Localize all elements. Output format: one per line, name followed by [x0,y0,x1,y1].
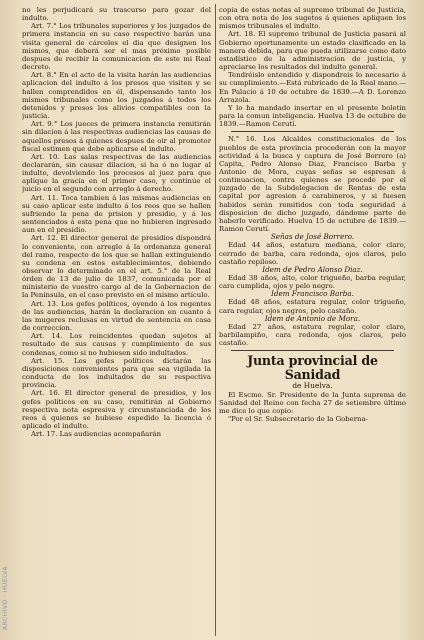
signs-diaz: Edad 38 años, alto, color trigueño, barba regular, cara cumplida, ojos y pelo negro. [219,274,406,291]
paragraph: copia de estas notas al supremo tribunal de Justicia, con otra nota de los sugetos á quienes apliquen los mismos tribunales el indulto. [219,6,406,31]
article-14: Art. 14. Los reincidentes quedan sujetos al resultado de sus causas y cumplimiento de sus condenas, como si no hubiesen sido indultados. [22,332,211,357]
article-13: Art. 13. Los gefes políticos, oyendo á los regentes de las audiencias, harán la declaracion en cuanto á las mugeres reclusas en virtud de sentencia en casa de correccion. [22,299,211,333]
article-8: Art. 8.° En el acto de la visita harán las audiencias aplicacion del indulto á los presos que visiten y se hallen comprendidos en él, dispensando tanto los mismos tribunales como los juzgados á todos los detenidos y presos los alivios compatibles con la justicia. [22,71,211,121]
article-7: Art. 7.° Los tribunales superiores y los juzgados de primera instancia en su caso respectivo harán una visita general de cárceles el dia que designen los mismos, que deberá ser el mas próximo posible despues de recibir la comunicacion de este mi Real decreto. [22,22,211,72]
left-column [22,6,211,636]
insertion-note: Y lo ha mandado insertar en el presente boletin para la comun inteligencia. Huelva 13 de octubre de 1839.—Ramon Cerutí. [219,103,406,129]
section-heading: Junta provincial de Sanidad [247,353,378,383]
signs-barba: Edad 48 años, estatura regular, color trigueño, cara regular, ojos negros, pelo castaño. [219,298,406,315]
archive-stamp: ARCHIVO · HUELVA [2,565,9,630]
article-18: Art. 18. El supremo tribunal de Justicia pasará al Gobierno oportunamente un estado clasificado en la manera debida, para que pueda utilizarse como dato estadístico de la administracion de justicia, y apreciarse los resultados del indulto general. [219,30,406,72]
article-15: Art. 15. Los gefes políticos dictarán las disposiciones convenientes para que sea vigilada la conducta de los indultados de su respectiva provincia. [22,356,211,390]
right-column [219,6,406,636]
paragraph: no les perjudicará su trascurso para gozar del indulto. [22,6,211,23]
signs-title: Señas de José Borrero. [270,232,355,242]
column-divider [215,4,216,636]
section-subheading: de Huelva. [292,381,333,391]
divider [231,131,394,132]
article-17: Art. 17. Las audiencias acompañarán [31,430,162,439]
divider [231,350,394,351]
notice-16: N.° 16. Los Alcaldes constitucionales de los pueblos de esta provincia procederán con la mayor actividad á la busca y captura de José Borrero (a) Capita, Pedro Alonso Diaz, Francisco Barba y Antonio de Mora, cuyas señas se espresan á continuacion, contra quienes se procede por el juzgado de la Subdelegacion de Rentas de esta capital por agresion á carabineros, y si fuesen habidos serán remitidos con toda seguridad á disposicion de dicho juzgado, dándome parte de haberlo verificado. Huelva 15 de octubre de 1839.—Ramon Cerutí. [219,135,406,234]
signs-mora-title: Idem de Antonio de Mora. [264,313,361,323]
signs-diaz-title: Idem de Pedro Alonso Diaz. [262,264,363,274]
signs-borrero: Edad 44 años, estatura mediana, color claro, cerrado de barba, cara redonda, ojos claros, pelo castaño repiloso. [219,241,406,266]
signs-mora: Edad 27 años, estatura regular, color claro, barbilampiño, cara redonda, ojos claros, pelo castaño. [219,322,406,348]
decree-closing: Tendréislo entendido y dispondreis lo necesario á su cumplimiento.—Está rubricado de la Real mano.—En Palacio á 10 de octubre de 1839.—A D. Lorenzo Arrazola. [219,71,406,104]
article-16: Art. 16. El director general de presidios, y los gefes políticos en su caso, remitirán al Gobierno respectiva nota espresiva y circunstanciada de los reos á quienes se hubiese espedido la licencia ó aplicado el indulto. [22,389,211,430]
signs-barba-title: Idem Francisco Barba. [271,289,354,299]
article-12: Art. 12. El director general de presidios dispondrá lo conveniente, con arreglo á la ordenanza general del ramo, respecto de los que se hallan extinguiendo su condena en estos establecimientos, debiendo observar lo determinado en el art. 5.° de la Real órden de 13 de julio de 1837, comunicada por el ministerio de vuestro cargo al de la Gobernacion de la Península, en el caso previsto en el mismo artículo. [22,234,211,300]
article-10: Art. 10. Las salas respectivas de las audiencias declararán, sin causar dilacion, si ha ó no lugar al indulto, devolviendo los procesos al juez para que aplique la gracia en el primer caso, y continúe el juicio en el segundo con arreglo á derecho. [22,152,211,194]
article-9: Art. 9.° Los jueces de primera instancia remitirán sin dilacion á las respectivas audiencias las causas de aquellos presos á quienes despues de oir al promotor fiscal estimen que debe aplicarse el indulto. [22,120,211,153]
sanidad-paragraph: El Escmo. Sr. Presidente de la Junta suprema de Sanidad del Reino con fecha 27 de setiembre último me dice lo que copio: [219,390,406,415]
sanidad-quote: "Por el Sr. Subsecretario de la Goberna- [228,415,368,424]
article-11: Art. 11. Toca tambien á las mismas audiencias en su caso aplicar este indulto á los reos que se hallen sufriendo la pena de prision y presidio, y á los sentenciados á esta pena que no hubieren ingresado aun en el presidio. [22,193,211,235]
